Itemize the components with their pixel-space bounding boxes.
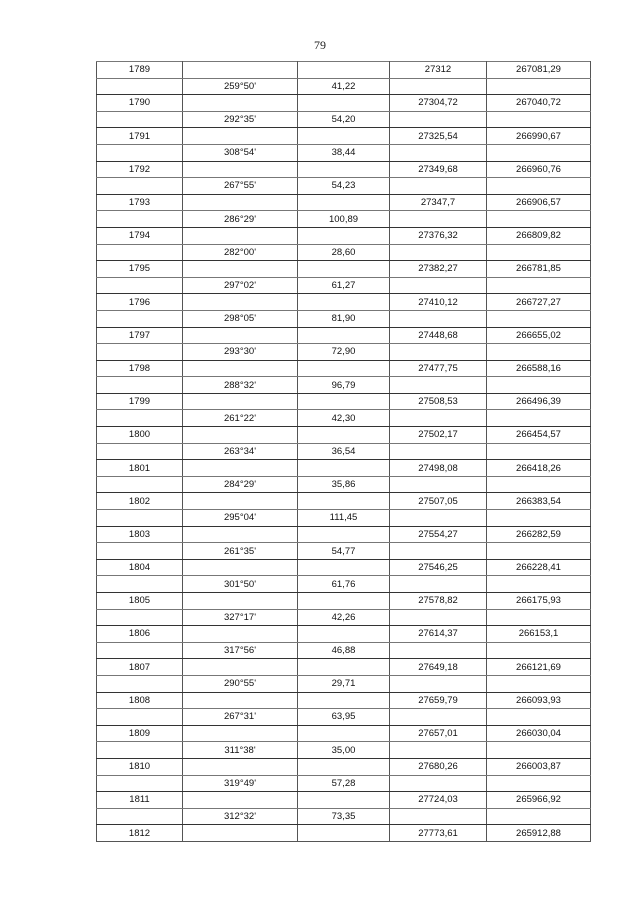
length-cell bbox=[298, 792, 390, 809]
y-coordinate-cell bbox=[487, 443, 591, 460]
y-coordinate-cell bbox=[487, 709, 591, 726]
length-cell: 111,45 bbox=[298, 510, 390, 527]
x-coordinate-cell bbox=[390, 709, 487, 726]
x-coordinate-cell: 27554,27 bbox=[390, 526, 487, 543]
segment-row bbox=[97, 609, 591, 626]
segment-row bbox=[97, 709, 591, 726]
length-cell bbox=[298, 393, 390, 410]
point-id-cell: 1801 bbox=[97, 460, 183, 477]
point-row bbox=[97, 393, 591, 410]
length-cell bbox=[298, 725, 390, 742]
segment-row bbox=[97, 111, 591, 128]
x-coordinate-cell bbox=[390, 510, 487, 527]
point-row bbox=[97, 194, 591, 211]
point-row bbox=[97, 261, 591, 278]
azimuth-cell: 311°38' bbox=[183, 742, 298, 759]
segment-row bbox=[97, 144, 591, 161]
point-id-cell: 1806 bbox=[97, 626, 183, 643]
point-row bbox=[97, 725, 591, 742]
azimuth-cell bbox=[183, 95, 298, 112]
y-coordinate-cell: 267040,72 bbox=[487, 95, 591, 112]
length-cell: 29,71 bbox=[298, 675, 390, 692]
point-id-cell bbox=[97, 310, 183, 327]
point-id-cell bbox=[97, 675, 183, 692]
length-cell bbox=[298, 95, 390, 112]
x-coordinate-cell: 27347,7 bbox=[390, 194, 487, 211]
y-coordinate-cell: 265966,92 bbox=[487, 792, 591, 809]
point-id-cell: 1797 bbox=[97, 327, 183, 344]
point-row bbox=[97, 559, 591, 576]
point-id-cell: 1791 bbox=[97, 128, 183, 145]
x-coordinate-cell: 27477,75 bbox=[390, 360, 487, 377]
azimuth-cell: 286°29' bbox=[183, 211, 298, 228]
point-id-cell bbox=[97, 808, 183, 825]
x-coordinate-cell: 27304,72 bbox=[390, 95, 487, 112]
y-coordinate-cell: 266727,27 bbox=[487, 294, 591, 311]
x-coordinate-cell bbox=[390, 178, 487, 195]
segment-row bbox=[97, 576, 591, 593]
azimuth-cell: 267°31' bbox=[183, 709, 298, 726]
azimuth-cell bbox=[183, 725, 298, 742]
x-coordinate-cell: 27614,37 bbox=[390, 626, 487, 643]
azimuth-cell: 267°55' bbox=[183, 178, 298, 195]
azimuth-cell: 295°04' bbox=[183, 510, 298, 527]
y-coordinate-cell: 266990,67 bbox=[487, 128, 591, 145]
x-coordinate-cell bbox=[390, 476, 487, 493]
point-row bbox=[97, 626, 591, 643]
point-row bbox=[97, 659, 591, 676]
length-cell: 96,79 bbox=[298, 377, 390, 394]
x-coordinate-cell bbox=[390, 443, 487, 460]
segment-row bbox=[97, 543, 591, 560]
y-coordinate-cell: 266454,57 bbox=[487, 427, 591, 444]
azimuth-cell bbox=[183, 427, 298, 444]
x-coordinate-cell bbox=[390, 675, 487, 692]
point-id-cell bbox=[97, 576, 183, 593]
x-coordinate-cell: 27508,53 bbox=[390, 393, 487, 410]
x-coordinate-cell bbox=[390, 410, 487, 427]
segment-row bbox=[97, 510, 591, 527]
segment-row bbox=[97, 675, 591, 692]
y-coordinate-cell bbox=[487, 310, 591, 327]
segment-row bbox=[97, 277, 591, 294]
azimuth-cell bbox=[183, 161, 298, 178]
point-id-cell: 1811 bbox=[97, 792, 183, 809]
x-coordinate-cell: 27507,05 bbox=[390, 493, 487, 510]
azimuth-cell bbox=[183, 559, 298, 576]
length-cell: 36,54 bbox=[298, 443, 390, 460]
point-id-cell bbox=[97, 476, 183, 493]
point-id-cell bbox=[97, 111, 183, 128]
length-cell bbox=[298, 327, 390, 344]
x-coordinate-cell bbox=[390, 244, 487, 261]
azimuth-cell bbox=[183, 327, 298, 344]
x-coordinate-cell bbox=[390, 543, 487, 560]
y-coordinate-cell: 266383,54 bbox=[487, 493, 591, 510]
point-row bbox=[97, 692, 591, 709]
x-coordinate-cell bbox=[390, 310, 487, 327]
length-cell bbox=[298, 758, 390, 775]
y-coordinate-cell bbox=[487, 476, 591, 493]
y-coordinate-cell bbox=[487, 609, 591, 626]
segment-row bbox=[97, 178, 591, 195]
length-cell: 61,76 bbox=[298, 576, 390, 593]
length-cell: 54,77 bbox=[298, 543, 390, 560]
x-coordinate-cell: 27578,82 bbox=[390, 593, 487, 610]
point-id-cell: 1789 bbox=[97, 62, 183, 79]
point-id-cell: 1804 bbox=[97, 559, 183, 576]
y-coordinate-cell: 266030,04 bbox=[487, 725, 591, 742]
segment-row bbox=[97, 808, 591, 825]
x-coordinate-cell bbox=[390, 642, 487, 659]
length-cell: 35,86 bbox=[298, 476, 390, 493]
point-row bbox=[97, 593, 591, 610]
point-id-cell bbox=[97, 443, 183, 460]
point-id-cell: 1798 bbox=[97, 360, 183, 377]
point-id-cell bbox=[97, 144, 183, 161]
point-row bbox=[97, 825, 591, 842]
segment-row bbox=[97, 410, 591, 427]
azimuth-cell: 319°49' bbox=[183, 775, 298, 792]
length-cell: 28,60 bbox=[298, 244, 390, 261]
azimuth-cell bbox=[183, 758, 298, 775]
y-coordinate-cell bbox=[487, 111, 591, 128]
x-coordinate-cell: 27773,61 bbox=[390, 825, 487, 842]
length-cell bbox=[298, 593, 390, 610]
segment-row bbox=[97, 310, 591, 327]
y-coordinate-cell bbox=[487, 78, 591, 95]
x-coordinate-cell: 27498,08 bbox=[390, 460, 487, 477]
length-cell bbox=[298, 460, 390, 477]
segment-row bbox=[97, 742, 591, 759]
y-coordinate-cell: 266960,76 bbox=[487, 161, 591, 178]
length-cell: 46,88 bbox=[298, 642, 390, 659]
point-row bbox=[97, 95, 591, 112]
azimuth-cell bbox=[183, 692, 298, 709]
coordinates-table-body bbox=[97, 62, 591, 842]
point-id-cell: 1793 bbox=[97, 194, 183, 211]
point-id-cell: 1792 bbox=[97, 161, 183, 178]
y-coordinate-cell bbox=[487, 808, 591, 825]
x-coordinate-cell: 27657,01 bbox=[390, 725, 487, 742]
azimuth-cell: 308°54' bbox=[183, 144, 298, 161]
point-row bbox=[97, 294, 591, 311]
y-coordinate-cell: 266906,57 bbox=[487, 194, 591, 211]
y-coordinate-cell: 267081,29 bbox=[487, 62, 591, 79]
azimuth-cell: 259°50' bbox=[183, 78, 298, 95]
point-row bbox=[97, 161, 591, 178]
x-coordinate-cell: 27382,27 bbox=[390, 261, 487, 278]
segment-row bbox=[97, 211, 591, 228]
azimuth-cell: 293°30' bbox=[183, 344, 298, 361]
coordinates-table bbox=[96, 61, 591, 842]
azimuth-cell bbox=[183, 659, 298, 676]
azimuth-cell bbox=[183, 360, 298, 377]
azimuth-cell: 298°05' bbox=[183, 310, 298, 327]
point-id-cell bbox=[97, 775, 183, 792]
length-cell bbox=[298, 825, 390, 842]
y-coordinate-cell: 266809,82 bbox=[487, 227, 591, 244]
length-cell bbox=[298, 659, 390, 676]
y-coordinate-cell: 266121,69 bbox=[487, 659, 591, 676]
azimuth-cell bbox=[183, 493, 298, 510]
y-coordinate-cell bbox=[487, 277, 591, 294]
x-coordinate-cell: 27502,17 bbox=[390, 427, 487, 444]
segment-row bbox=[97, 377, 591, 394]
y-coordinate-cell: 265912,88 bbox=[487, 825, 591, 842]
x-coordinate-cell: 27680,26 bbox=[390, 758, 487, 775]
point-id-cell: 1810 bbox=[97, 758, 183, 775]
x-coordinate-cell bbox=[390, 808, 487, 825]
point-row bbox=[97, 792, 591, 809]
point-id-cell: 1799 bbox=[97, 393, 183, 410]
length-cell bbox=[298, 626, 390, 643]
y-coordinate-cell: 266496,39 bbox=[487, 393, 591, 410]
y-coordinate-cell bbox=[487, 377, 591, 394]
y-coordinate-cell bbox=[487, 510, 591, 527]
point-id-cell bbox=[97, 410, 183, 427]
length-cell: 100,89 bbox=[298, 211, 390, 228]
azimuth-cell bbox=[183, 593, 298, 610]
azimuth-cell: 297°02' bbox=[183, 277, 298, 294]
x-coordinate-cell bbox=[390, 78, 487, 95]
point-id-cell bbox=[97, 78, 183, 95]
point-id-cell: 1808 bbox=[97, 692, 183, 709]
y-coordinate-cell: 266588,16 bbox=[487, 360, 591, 377]
length-cell bbox=[298, 692, 390, 709]
point-id-cell: 1805 bbox=[97, 593, 183, 610]
azimuth-cell bbox=[183, 460, 298, 477]
length-cell bbox=[298, 427, 390, 444]
length-cell bbox=[298, 261, 390, 278]
length-cell bbox=[298, 493, 390, 510]
length-cell bbox=[298, 360, 390, 377]
point-id-cell: 1812 bbox=[97, 825, 183, 842]
point-row bbox=[97, 62, 591, 79]
point-id-cell bbox=[97, 642, 183, 659]
length-cell: 54,23 bbox=[298, 178, 390, 195]
length-cell: 42,30 bbox=[298, 410, 390, 427]
azimuth-cell: 261°35' bbox=[183, 543, 298, 560]
y-coordinate-cell bbox=[487, 178, 591, 195]
azimuth-cell: 301°50' bbox=[183, 576, 298, 593]
page-number: 79 bbox=[314, 38, 326, 52]
y-coordinate-cell bbox=[487, 344, 591, 361]
azimuth-cell: 317°56' bbox=[183, 642, 298, 659]
point-row bbox=[97, 758, 591, 775]
x-coordinate-cell bbox=[390, 742, 487, 759]
length-cell bbox=[298, 559, 390, 576]
point-id-cell: 1794 bbox=[97, 227, 183, 244]
length-cell: 73,35 bbox=[298, 808, 390, 825]
x-coordinate-cell: 27659,79 bbox=[390, 692, 487, 709]
point-id-cell bbox=[97, 178, 183, 195]
length-cell bbox=[298, 62, 390, 79]
x-coordinate-cell: 27724,03 bbox=[390, 792, 487, 809]
y-coordinate-cell bbox=[487, 742, 591, 759]
length-cell bbox=[298, 294, 390, 311]
point-id-cell bbox=[97, 510, 183, 527]
azimuth-cell bbox=[183, 393, 298, 410]
azimuth-cell bbox=[183, 227, 298, 244]
azimuth-cell bbox=[183, 294, 298, 311]
x-coordinate-cell bbox=[390, 576, 487, 593]
y-coordinate-cell bbox=[487, 144, 591, 161]
x-coordinate-cell: 27325,54 bbox=[390, 128, 487, 145]
y-coordinate-cell: 266781,85 bbox=[487, 261, 591, 278]
length-cell: 54,20 bbox=[298, 111, 390, 128]
point-id-cell bbox=[97, 377, 183, 394]
x-coordinate-cell bbox=[390, 211, 487, 228]
y-coordinate-cell: 266175,93 bbox=[487, 593, 591, 610]
point-id-cell bbox=[97, 543, 183, 560]
segment-row bbox=[97, 775, 591, 792]
x-coordinate-cell: 27312 bbox=[390, 62, 487, 79]
y-coordinate-cell bbox=[487, 244, 591, 261]
y-coordinate-cell: 266655,02 bbox=[487, 327, 591, 344]
point-id-cell: 1795 bbox=[97, 261, 183, 278]
segment-row bbox=[97, 642, 591, 659]
azimuth-cell bbox=[183, 194, 298, 211]
x-coordinate-cell: 27546,25 bbox=[390, 559, 487, 576]
point-id-cell bbox=[97, 277, 183, 294]
length-cell: 41,22 bbox=[298, 78, 390, 95]
length-cell bbox=[298, 128, 390, 145]
y-coordinate-cell: 266282,59 bbox=[487, 526, 591, 543]
point-row bbox=[97, 526, 591, 543]
azimuth-cell bbox=[183, 825, 298, 842]
azimuth-cell: 288°32' bbox=[183, 377, 298, 394]
length-cell bbox=[298, 526, 390, 543]
y-coordinate-cell bbox=[487, 543, 591, 560]
segment-row bbox=[97, 344, 591, 361]
point-id-cell bbox=[97, 211, 183, 228]
azimuth-cell: 327°17' bbox=[183, 609, 298, 626]
x-coordinate-cell bbox=[390, 775, 487, 792]
y-coordinate-cell: 266418,26 bbox=[487, 460, 591, 477]
point-id-cell: 1790 bbox=[97, 95, 183, 112]
point-id-cell bbox=[97, 609, 183, 626]
azimuth-cell bbox=[183, 62, 298, 79]
length-cell: 72,90 bbox=[298, 344, 390, 361]
x-coordinate-cell bbox=[390, 111, 487, 128]
azimuth-cell: 290°55' bbox=[183, 675, 298, 692]
azimuth-cell bbox=[183, 128, 298, 145]
point-id-cell: 1803 bbox=[97, 526, 183, 543]
x-coordinate-cell bbox=[390, 344, 487, 361]
length-cell: 61,27 bbox=[298, 277, 390, 294]
x-coordinate-cell bbox=[390, 277, 487, 294]
length-cell bbox=[298, 161, 390, 178]
y-coordinate-cell bbox=[487, 642, 591, 659]
point-id-cell: 1800 bbox=[97, 427, 183, 444]
x-coordinate-cell: 27448,68 bbox=[390, 327, 487, 344]
y-coordinate-cell bbox=[487, 675, 591, 692]
point-id-cell bbox=[97, 344, 183, 361]
azimuth-cell bbox=[183, 261, 298, 278]
azimuth-cell: 292°35' bbox=[183, 111, 298, 128]
y-coordinate-cell: 266228,41 bbox=[487, 559, 591, 576]
point-row bbox=[97, 327, 591, 344]
azimuth-cell: 282°00' bbox=[183, 244, 298, 261]
length-cell: 57,28 bbox=[298, 775, 390, 792]
length-cell: 38,44 bbox=[298, 144, 390, 161]
point-id-cell: 1802 bbox=[97, 493, 183, 510]
point-id-cell: 1807 bbox=[97, 659, 183, 676]
length-cell: 42,26 bbox=[298, 609, 390, 626]
azimuth-cell bbox=[183, 526, 298, 543]
x-coordinate-cell bbox=[390, 144, 487, 161]
x-coordinate-cell: 27376,32 bbox=[390, 227, 487, 244]
point-row bbox=[97, 493, 591, 510]
segment-row bbox=[97, 476, 591, 493]
length-cell: 81,90 bbox=[298, 310, 390, 327]
y-coordinate-cell: 266003,87 bbox=[487, 758, 591, 775]
y-coordinate-cell bbox=[487, 775, 591, 792]
point-id-cell: 1809 bbox=[97, 725, 183, 742]
point-row bbox=[97, 460, 591, 477]
azimuth-cell: 284°29' bbox=[183, 476, 298, 493]
point-row bbox=[97, 227, 591, 244]
length-cell bbox=[298, 194, 390, 211]
azimuth-cell: 312°32' bbox=[183, 808, 298, 825]
azimuth-cell: 261°22' bbox=[183, 410, 298, 427]
segment-row bbox=[97, 443, 591, 460]
point-id-cell bbox=[97, 709, 183, 726]
y-coordinate-cell: 266153,1 bbox=[487, 626, 591, 643]
azimuth-cell: 263°34' bbox=[183, 443, 298, 460]
point-id-cell: 1796 bbox=[97, 294, 183, 311]
x-coordinate-cell bbox=[390, 377, 487, 394]
azimuth-cell bbox=[183, 792, 298, 809]
point-row bbox=[97, 128, 591, 145]
x-coordinate-cell bbox=[390, 609, 487, 626]
segment-row bbox=[97, 78, 591, 95]
point-id-cell bbox=[97, 742, 183, 759]
y-coordinate-cell bbox=[487, 576, 591, 593]
point-id-cell bbox=[97, 244, 183, 261]
segment-row bbox=[97, 244, 591, 261]
x-coordinate-cell: 27349,68 bbox=[390, 161, 487, 178]
length-cell: 35,00 bbox=[298, 742, 390, 759]
length-cell bbox=[298, 227, 390, 244]
y-coordinate-cell bbox=[487, 410, 591, 427]
y-coordinate-cell: 266093,93 bbox=[487, 692, 591, 709]
point-row bbox=[97, 360, 591, 377]
azimuth-cell bbox=[183, 626, 298, 643]
x-coordinate-cell: 27649,18 bbox=[390, 659, 487, 676]
point-row bbox=[97, 427, 591, 444]
x-coordinate-cell: 27410,12 bbox=[390, 294, 487, 311]
length-cell: 63,95 bbox=[298, 709, 390, 726]
y-coordinate-cell bbox=[487, 211, 591, 228]
